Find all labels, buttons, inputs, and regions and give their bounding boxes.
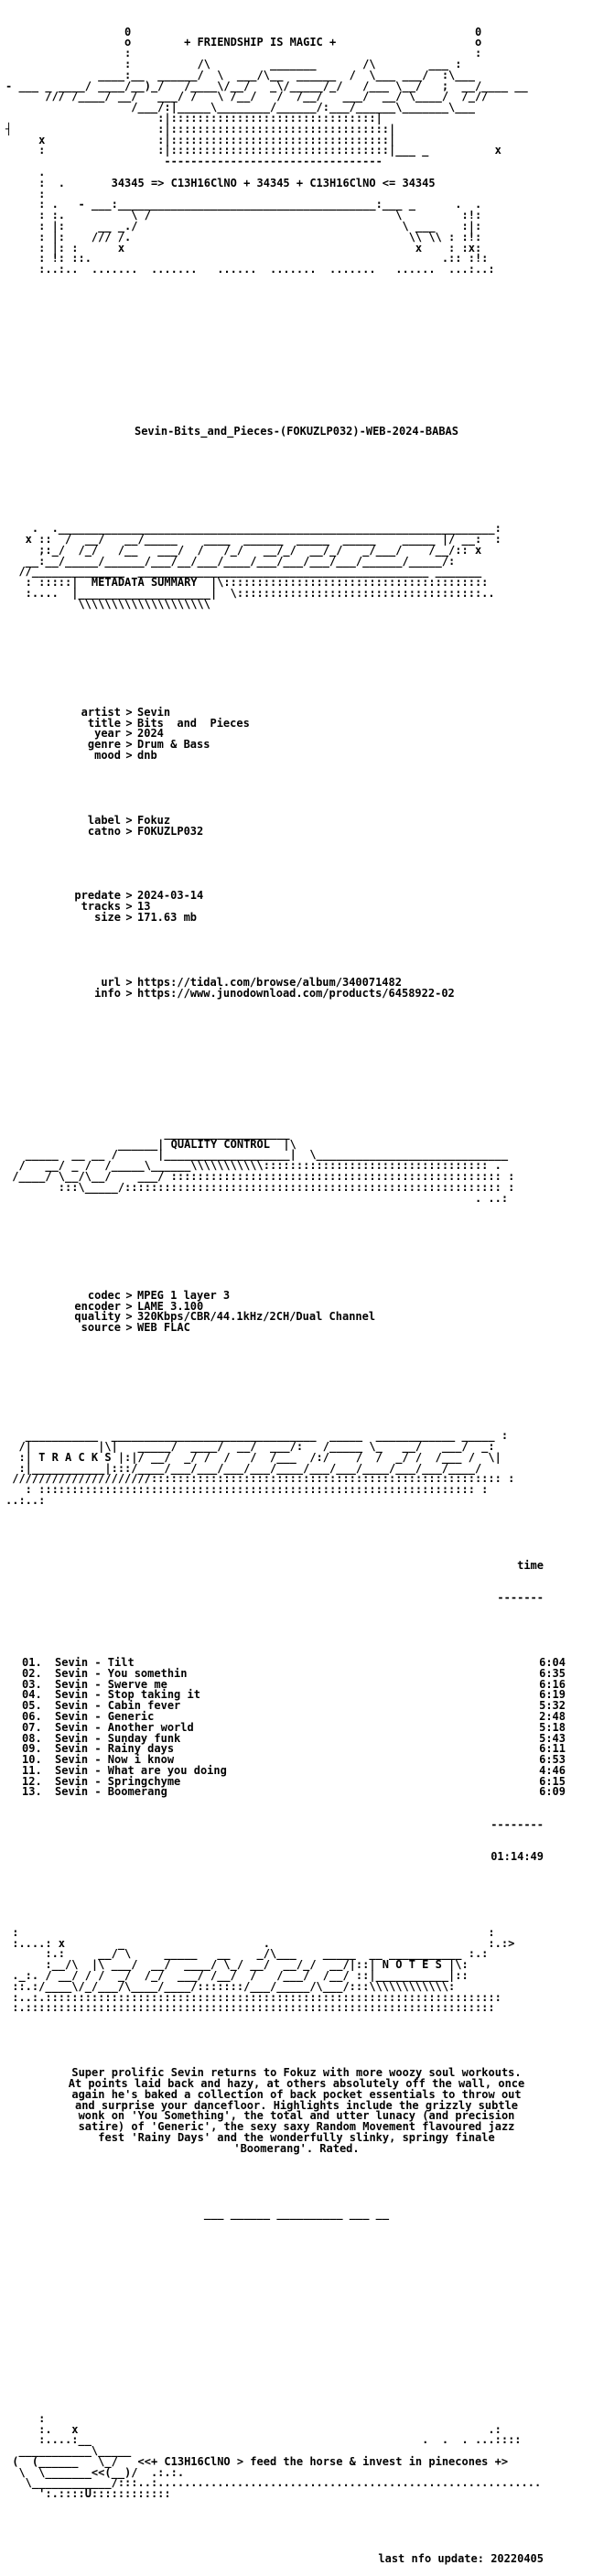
- ascii-art-line: : |: __ _./ \ ___ :|:: [5, 219, 482, 233]
- ascii-art-line: /| |\| _____/ ____/ __/ ___/: /_____ \_ __/ ___/ _:: [5, 1439, 495, 1453]
- arrow-separator: >: [125, 748, 133, 762]
- info-key: url: [101, 975, 121, 989]
- ascii-art-line: : |: : x x : :x:: [5, 241, 482, 254]
- ascii-art-line: : :::::::::::::::::::::::::::::::::::::::::::::::::::::::::::::::::: :: [5, 1483, 489, 1497]
- arrow-separator: >: [125, 910, 133, 924]
- ascii-art-line: ---------------------------------: [5, 155, 383, 168]
- track-number: 02.: [22, 1666, 42, 1680]
- notes-line: 'Boomerang'. Rated.: [233, 2141, 360, 2155]
- track-number: 01.: [22, 1655, 42, 1669]
- ascii-art-line: : . - ___:_______________________________________:___ _ . .: [5, 198, 482, 211]
- info-value: 2024-03-14: [137, 889, 204, 903]
- info-row: [5, 824, 588, 838]
- ascii-art-line: : :: [5, 1925, 495, 1939]
- info-key: quality: [74, 1310, 121, 1324]
- ascii-art-line: /___/:|_____\________/______/:___/______\_______\___: [5, 101, 475, 114]
- arrow-separator: >: [125, 824, 133, 838]
- arrow-separator: >: [125, 716, 133, 730]
- ascii-art-line: :..:.:::::::::::::::::::::::::::::::::::::::::::::::::::::::::::::::::::::: [5, 1990, 501, 2004]
- notes-line: again he's baked a collection of back pocket essentials to throw out: [71, 2087, 522, 2101]
- info-key: genre: [87, 738, 121, 752]
- track-title: Sevin - Tilt: [55, 1655, 135, 1669]
- arrow-separator: >: [125, 889, 133, 903]
- track-time: 4:46: [539, 1763, 566, 1777]
- track-number: 03.: [22, 1677, 42, 1691]
- track-title: Sevin - Cabin fever: [55, 1699, 181, 1713]
- track-number: 10.: [22, 1753, 42, 1767]
- track-title: Sevin - Rainy days: [55, 1742, 175, 1756]
- nfo-document: [5, 5, 588, 2576]
- info-value: MPEG 1 layer 3: [137, 1288, 231, 1302]
- track-number: 05.: [22, 1699, 42, 1713]
- banner-footer: [5, 2411, 588, 2501]
- arrow-separator: >: [125, 900, 133, 914]
- ascii-art-line: :.:::::::::::::::::::::::::::::::::::::::::::::::::::::::::::::::::::::::: [5, 2001, 495, 2015]
- track-title: Sevin - What are you doing: [55, 1763, 227, 1777]
- track-title: Sevin - Generic: [55, 1709, 155, 1723]
- ascii-art-line: : :: [5, 47, 482, 60]
- track-row: [5, 1755, 588, 1766]
- track-number: 12.: [22, 1774, 42, 1788]
- notes-line: and surprise your dancefloor. Highlights include the grizzly subtle: [74, 2098, 519, 2112]
- track-number: 13.: [22, 1785, 42, 1799]
- info-key: catno: [87, 824, 121, 838]
- track-time: 2:48: [539, 1709, 566, 1723]
- info-row: [5, 740, 588, 751]
- ascii-art-line: ____:__ ______/ \ ___/\__ ______ / \___ ___/ :\___: [5, 68, 475, 81]
- ascii-art-line: \\\\\\\\\\\\\\\\\\\\: [5, 597, 210, 611]
- info-value: Bits and Pieces: [137, 716, 250, 730]
- info-key: size: [94, 910, 121, 924]
- tracks-rule-bottom: --------: [491, 1817, 544, 1831]
- arrow-separator: >: [125, 813, 133, 827]
- ascii-art-line: : :::::| METADATA SUMMARY |\::::::::::::::::::::::::::::::::::::::::: [5, 576, 489, 590]
- info-value: WEB FLAC: [137, 1321, 190, 1335]
- ascii-art-line: :: [5, 187, 46, 200]
- track-number: 06.: [22, 1709, 42, 1723]
- track-time: 6:35: [539, 1666, 566, 1680]
- info-row: [5, 748, 588, 762]
- ascii-art-line: :__/\ |\ ___/ __/ ____/ \_/ __/ __/_/ __/|::| N O T E S |\:: [5, 1958, 469, 1972]
- ascii-art-line: : |: /// /. \\ \\ : :!:: [5, 230, 482, 244]
- track-time: 5:43: [539, 1731, 566, 1745]
- metadata-group-artist: [5, 705, 588, 762]
- track-number: 11.: [22, 1763, 42, 1777]
- track-row: [5, 1666, 588, 1680]
- info-value: Sevin: [137, 705, 171, 719]
- info-row: [5, 986, 588, 1000]
- metadata-group-release: [5, 891, 588, 923]
- ascii-art-line: ___________ _______________________________ _____ ____________ _____ :: [5, 1429, 509, 1443]
- tracks-rule-top: -------: [497, 1591, 544, 1605]
- info-value: dnb: [137, 748, 157, 762]
- notes-rule: ___ ______ __________ ___ __: [203, 2206, 390, 2220]
- ascii-art-line: ___________\_____: [5, 2444, 132, 2458]
- info-key: source: [81, 1321, 121, 1335]
- ascii-art-line: : . 34345 => C13H16ClNO + 34345 + C13H16ClNO <= 34345: [5, 176, 436, 189]
- banner-quality-control: [5, 1126, 588, 1205]
- arrow-separator: >: [125, 1299, 133, 1313]
- track-number: 09.: [22, 1742, 42, 1756]
- notes-text: [5, 2068, 588, 2154]
- ascii-art-line: x :|:::::::::::::::::::::::::::::::::|: [5, 133, 396, 146]
- track-time: 6:15: [539, 1774, 566, 1788]
- metadata-group-links: [5, 975, 588, 1000]
- info-row: [5, 902, 588, 913]
- info-value: FOKUZLP032: [137, 824, 204, 838]
- ascii-art-line: ..:..:: [5, 1493, 46, 1507]
- last-update-value: 20220405: [491, 2552, 544, 2566]
- track-row: [5, 1690, 588, 1701]
- track-title: Sevin - Another world: [55, 1720, 194, 1734]
- ascii-art-line: :| T R A C K S |:|/ __/ _/ / / / /___ /:/ / / _/ / /___ / \|: [5, 1450, 501, 1464]
- track-time: 5:18: [539, 1720, 566, 1734]
- info-row: [5, 910, 588, 924]
- arrow-separator: >: [125, 705, 133, 719]
- banner-notes: [5, 1925, 588, 2015]
- track-title: Sevin - Boomerang: [55, 1785, 167, 1799]
- info-value: 2024: [137, 727, 164, 741]
- ascii-art-line: :....:__ . . . ...::::: [5, 2433, 522, 2447]
- ascii-art-line: __:__/_____/______/___/__/___/____/___/___/___/___/______/_____/:: [5, 554, 456, 568]
- track-row: [5, 1701, 588, 1712]
- track-list: [5, 1655, 588, 1799]
- arrow-separator: >: [125, 986, 133, 1000]
- info-key: info: [94, 986, 121, 1000]
- notes-line: wonk on 'You Something', the total and utter lunacy (and precision: [78, 2109, 515, 2123]
- banner-top: [5, 27, 588, 276]
- track-time: 5:32: [539, 1699, 566, 1713]
- ascii-art-line: :::\_____/::::::::::::::::::::::::::::::::::::::::::::::::::::::::: :: [5, 1180, 515, 1194]
- ascii-art-line: \____________/:::..:..........................................................: [5, 2476, 542, 2490]
- ascii-art-line: :|___________|:::/____/___/___/___/___/____/___/___/____/___/___/____/: [5, 1461, 482, 1475]
- ascii-art-line: //______________ ____________________________________________ _______: [5, 565, 482, 579]
- tracks-time-header: time: [517, 1558, 544, 1572]
- info-key: artist: [81, 705, 121, 719]
- info-key: encoder: [74, 1299, 121, 1313]
- ascii-art-line: _____ __ __ / |___________________| \_____________________________: [5, 1148, 509, 1162]
- ascii-art-line: ______| QUALITY CONTROL |\: [5, 1137, 296, 1151]
- ascii-art-line: :..:.. ....... ....... ...... ....... ....... ...... ...:..:: [5, 263, 495, 276]
- track-row: [5, 1787, 588, 1798]
- ascii-art-line: : /\ _______ /\ ___ :: [5, 57, 462, 70]
- ascii-art-line: :|:::::::::::::::::::::::::::::::|: [5, 111, 383, 124]
- notes-line: At points laid back and hazy, at others absolutely off the wall, once: [68, 2077, 525, 2090]
- ascii-art-line: : :|:::::::::::::::::::::::::::::::::|___ _ x: [5, 144, 501, 157]
- track-row: [5, 1744, 588, 1755]
- ascii-art-line: :.... |____________________| \:::::::::::::::::::::::::::::::::::::..: [5, 587, 495, 601]
- track-title: Sevin - Now i know: [55, 1753, 175, 1767]
- notes-line: satire) of 'Generic', the sexy saxy Random Movement flavoured jazz: [78, 2120, 515, 2134]
- info-key: predate: [74, 889, 121, 903]
- ascii-art-line: 0 0: [5, 25, 482, 38]
- ascii-art-line: \ \_______<<(__)/ .:.:.: [5, 2465, 185, 2479]
- ascii-art-line: ┤ :|:::::::::::::::::::::::::::::::::|: [5, 122, 396, 135]
- ascii-art-line: o + FRIENDSHIP IS MAGIC + o: [5, 36, 482, 49]
- arrow-separator: >: [125, 738, 133, 752]
- ascii-art-line: / __/ _ / /_____\______\\\\\\\\\\\:::::::::::::::::::::::::::::::::: .: [5, 1159, 501, 1173]
- track-number: 08.: [22, 1731, 42, 1745]
- track-row: [5, 1731, 588, 1745]
- track-time: 6:16: [539, 1677, 566, 1691]
- ascii-art-line: /////////////////////::::::::::::::::::::::::::::::::::::::::::::::::::::: :: [5, 1472, 515, 1486]
- ascii-art-line: ':.::::U::::::::::::: [5, 2487, 171, 2501]
- ascii-art-line: /// /____/ __/ ___/ / \ /__/ / /__/ ___/ __/ \____/ /_//: [5, 90, 489, 103]
- ascii-art-line: /____/ \__/\__/ ___/ :::::::::::::::::::::::::::::::::::::::::::::::::: :: [5, 1170, 515, 1184]
- track-time: 6:53: [539, 1753, 566, 1767]
- track-title: Sevin - Swerve me: [55, 1677, 167, 1691]
- info-value: https://tidal.com/browse/album/340071482: [137, 975, 402, 989]
- ascii-art-line: :.: __/ \ _____ __ _/\___ _____ __ ___________ :.:: [5, 1947, 489, 1961]
- ascii-art-line: ( (______ \_/ <<+ C13H16ClNO > feed the horse & invest in pinecones +>: [5, 2454, 509, 2468]
- track-title: Sevin - You somethin: [55, 1666, 188, 1680]
- info-value: LAME 3.100: [137, 1299, 204, 1313]
- arrow-separator: >: [125, 975, 133, 989]
- release-name: Sevin-Bits_and_Pieces-(FOKUZLP032)-WEB-2024-BABAS: [134, 425, 458, 438]
- track-time: 6:19: [539, 1688, 566, 1702]
- info-key: tracks: [81, 900, 121, 914]
- info-key: year: [94, 727, 121, 741]
- ascii-art-line: ._:. / __/ / / _/ /_/ ___/ /__/ / /___/ /__/ ::|___________|::: [5, 1969, 469, 1983]
- last-update: [5, 2554, 588, 2565]
- track-time: 6:11: [539, 1742, 566, 1756]
- banner-metadata-summary: [5, 524, 588, 610]
- info-value: Drum & Bass: [137, 738, 210, 752]
- info-value: https://www.junodownload.com/products/6458922-02: [137, 986, 455, 1000]
- arrow-separator: >: [125, 1310, 133, 1324]
- info-key: mood: [94, 748, 121, 762]
- info-key: label: [87, 813, 121, 827]
- ascii-art-line: : :. \ / \ :!:: [5, 209, 482, 222]
- quality-list: [5, 1288, 588, 1335]
- ascii-art-line: . .__________________________________________________________________:: [5, 522, 501, 536]
- track-row: [5, 1709, 588, 1723]
- ascii-art-line: :: [5, 2411, 46, 2425]
- info-key: title: [87, 716, 121, 730]
- ascii-art-line: :....: x _ . :.:>: [5, 1936, 515, 1950]
- info-value: 13: [137, 900, 151, 914]
- ascii-art-line: : !: ::. .:: :!:: [5, 252, 489, 265]
- track-time: 6:09: [539, 1785, 566, 1799]
- arrow-separator: >: [125, 1288, 133, 1302]
- info-value: Fokuz: [137, 813, 171, 827]
- track-title: Sevin - Sunday funk: [55, 1731, 181, 1745]
- track-row: [5, 1774, 588, 1788]
- ascii-art-line: ;:_/ /_/ /__ ___/ / /_/ __/_/ __/_/ _/___/ /__/:: x: [5, 543, 482, 557]
- last-update-label: last nfo update:: [378, 2552, 484, 2566]
- ascii-art-line: ___________________: [5, 1126, 290, 1140]
- track-title: Sevin - Springchyme: [55, 1774, 181, 1788]
- arrow-separator: >: [125, 1321, 133, 1335]
- ascii-art-line: - ___ _ ____/ ____/__)_/ /____\/__/ _\/_____/_/ /___ \__/ ; __/____ __: [5, 79, 528, 92]
- info-key: codec: [87, 1288, 121, 1302]
- info-row: [5, 716, 588, 730]
- track-number: 07.: [22, 1720, 42, 1734]
- ascii-art-line: .: [5, 165, 46, 179]
- track-row: [5, 1655, 588, 1669]
- track-time: 6:04: [539, 1655, 566, 1669]
- track-title: Sevin - Stop taking it: [55, 1688, 200, 1702]
- track-row: [5, 1720, 588, 1734]
- info-row: [5, 1323, 588, 1334]
- track-row: [5, 1677, 588, 1691]
- track-number: 04.: [22, 1688, 42, 1702]
- metadata-group-label: [5, 813, 588, 838]
- info-value: 171.63 mb: [137, 910, 198, 924]
- tracks-total-time: 01:14:49: [491, 1850, 544, 1864]
- ascii-art-line: :. x .:: [5, 2422, 501, 2436]
- info-value: 320Kbps/CBR/44.1kHz/2CH/Dual Channel: [137, 1310, 376, 1324]
- notes-line: Super prolific Sevin returns to Fokuz with more woozy soul workouts.: [71, 2066, 522, 2080]
- arrow-separator: >: [125, 727, 133, 741]
- ascii-art-line: . ..:: [5, 1191, 509, 1205]
- track-row: [5, 1763, 588, 1777]
- notes-line: fest 'Rainy Days' and the wonderfully slinky, springy finale: [98, 2130, 495, 2144]
- ascii-art-line: x :: / __/ __/_____ ____ ______ _____ _____ _____ |/ __: :: [5, 533, 501, 547]
- banner-tracks: [5, 1431, 588, 1507]
- ascii-art-line: ::.:/____\/_/___/\____/____/:::::::/___/_____/\___/:::\\\\\\\\\\\\:: [5, 1979, 456, 1993]
